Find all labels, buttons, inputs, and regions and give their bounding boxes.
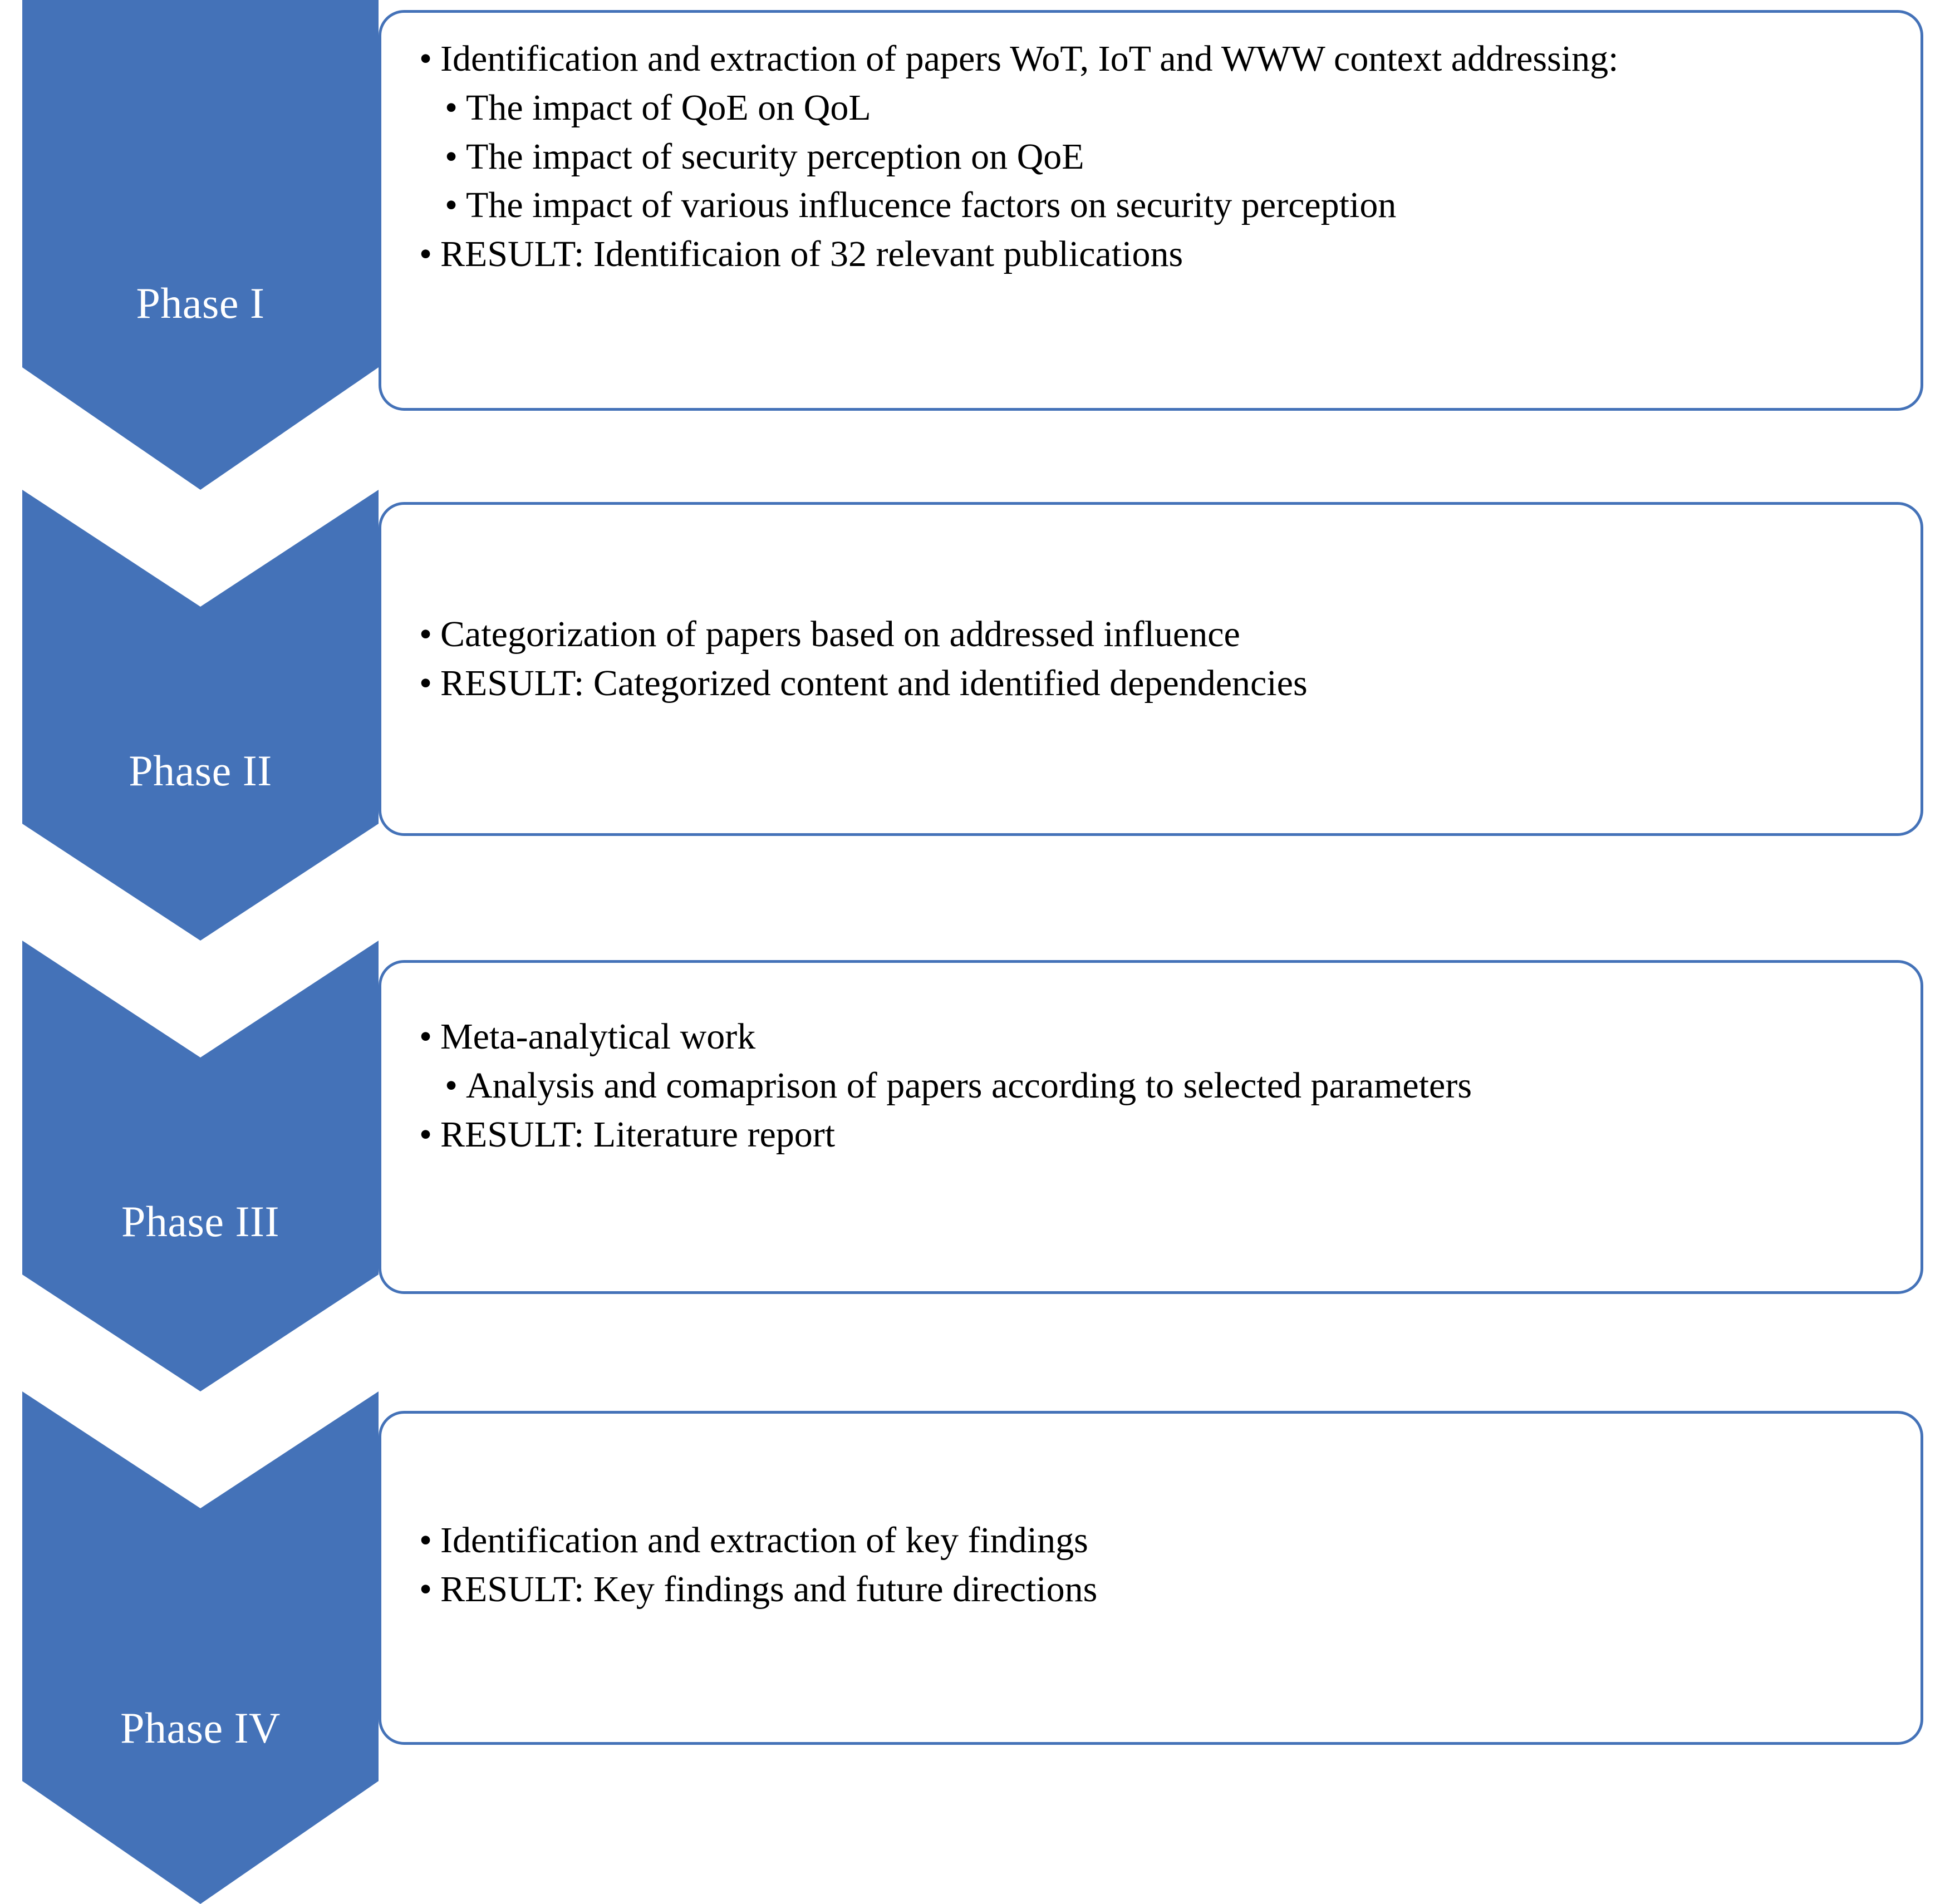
phase-label-4: Phase IV (120, 1704, 281, 1752)
list-item: • The impact of QoE on QoL (415, 84, 1898, 132)
list-item: • Identification and extraction of papers WoT, IoT and WWW context addressing: (415, 35, 1898, 83)
phase-row-2 (0, 490, 1950, 941)
list-item: • RESULT: Key findings and future directions (415, 1566, 1898, 1613)
list-item: • Identification and extraction of key findings (415, 1517, 1898, 1564)
phase-label-3: Phase III (121, 1197, 279, 1246)
chevron-arrow-phase-4 (22, 1391, 379, 1904)
phase-row-3 (0, 941, 1950, 1391)
phase-content-box-4 (379, 1411, 1923, 1745)
phase-content-box-3 (379, 960, 1923, 1294)
phase-bullet-list-4 (415, 1517, 1898, 1615)
list-item: • RESULT: Literature report (415, 1111, 1898, 1159)
phase-bullet-list-2 (415, 611, 1898, 709)
list-item: • RESULT: Categorized content and identified dependencies (415, 660, 1898, 707)
list-item: • Meta-analytical work (415, 1013, 1898, 1061)
phase-row-4 (0, 1391, 1950, 1904)
list-item: • Categorization of papers based on addressed influence (415, 611, 1898, 658)
list-item: • RESULT: Identificaion of 32 relevant publications (415, 230, 1898, 278)
list-item: • The impact of security perception on QoE (415, 133, 1898, 181)
phase-content-box-1 (379, 10, 1923, 411)
phase-label-1: Phase I (136, 279, 265, 327)
chevron-arrow-phase-1 (22, 0, 379, 490)
phase-bullet-list-1 (415, 35, 1898, 279)
chevron-arrow-phase-2 (22, 490, 379, 941)
list-item: • The impact of various influcence factors on security perception (415, 181, 1898, 229)
phase-label-2: Phase II (129, 746, 272, 795)
phase-row-1 (0, 0, 1950, 490)
chevron-arrow-phase-3 (22, 941, 379, 1391)
list-item: • Analysis and comaprison of papers according to selected parameters (415, 1062, 1898, 1110)
phase-bullet-list-3 (415, 1013, 1898, 1159)
phase-content-box-2 (379, 502, 1923, 836)
